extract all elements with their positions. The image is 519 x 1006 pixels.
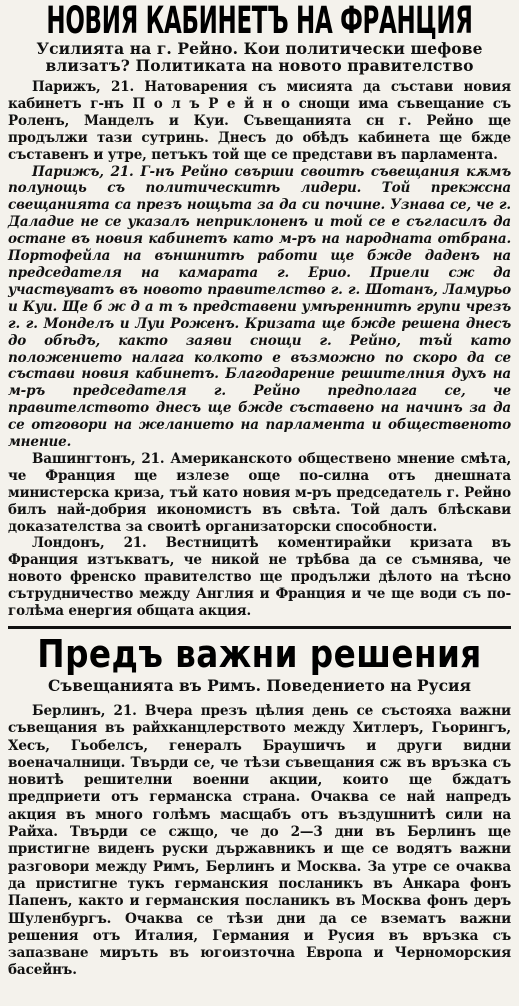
dateline: Вашингтонъ, 21. xyxy=(32,450,165,467)
paragraph-london xyxy=(8,535,511,620)
paragraph-berlin xyxy=(8,703,511,980)
dateline: Парижъ, 21. xyxy=(32,79,134,95)
headline-important-decisions: Предъ важни решения xyxy=(37,632,482,676)
paragraph-text: Вестницитѣ коментирайки кризата въ Франция изтъкватъ, че никой не трѣбва да се съмнява, че новото френско правителство ще продължи дѣлото на тѣсно сътрудничество между Англия и Франция и че ще води съ по-голѣма енергия общата акция. xyxy=(8,535,511,620)
subheadline-france-cabinet: Усилията на г. Рейно. Кои политически шефове влизатъ? Политиката на новото правителство xyxy=(36,39,483,75)
headline-france-cabinet: НОВИЯ КАБИНЕТЪ НА ФРАНЦИЯ xyxy=(46,0,473,42)
paragraph-paris-1 xyxy=(8,79,511,164)
paragraph-text: Г-нъ Рейно свърши своитѣ съвещания кѫмъ полунощь съ политическитѣ лидери. Той прекжсна свещанията са презъ нощьта за да си почине. Узнава се, че г. Даладие не се указалъ неприклоненъ и той се е съгласилъ да остане въ новия кабинетъ като м-ръ на народната отбрана. Портофейла на външнитѣ работи ще бжде даденъ на председателя на камарата г. Ерио. Приели сж да участвуватъ въ новото правителство г. г. Шотанъ, Ламурьо и Куи. Ще б ж д а т ъ представени умѣреннитѣ групи чрезъ г. г. Монделъ и Луи Роженъ. Кризата ще бжде решена днесъ до обѣдъ, както заяви снощи г. Рейно, тъй като положението налага колкото е възможно по скоро да се състави новия кабинетъ. Благодарение решителния духъ на м-ръ председателя г. Рейно предполага се, че правителството днесъ ще бжде съставено на начинъ за да се отговори на желанието на парламента и общественото мнение. xyxy=(8,163,511,451)
paragraph-paris-2 xyxy=(8,164,511,451)
paragraph-text: Американското обществено мнение смѣта, че Франция ще излезе още по-силна отъ днешната министерска криза, тъй като новия м-ръ председатель г. Рейно билъ най-добрия икономистъ въ свѣта. Той далъ блѣскави доказателства за своитѣ организаторски способности. xyxy=(8,450,512,535)
paragraph-washington xyxy=(8,451,511,536)
dateline: Лондонъ, 21. xyxy=(32,535,147,552)
dateline: Берлинъ, 21. xyxy=(32,703,137,719)
article-important-decisions xyxy=(8,634,511,980)
paragraph-text: Вчера презъ цѣлия день се състояха важни съвещания въ райхканцлерството между Хитлеръ, Гьорингъ, Хесъ, Гьобелсъ, генералъ Браушичъ и други видни военачалници. Твърди се, че тѣзи съвещания сж въ връзка съ новитѣ решителни военни акции, които ще бждатъ предприети отъ германска страна. Очаква се най напредъ акция въ много голѣмъ масщабъ отъ въздушнитѣ сили на Райха. Твърди се сжщо, че до 2—3 дни въ Берлинъ ще пристигне виденъ руски държавникъ и ще се водятъ важни разговори между Римъ, Берлинъ и Москва. За утре се очаква да пристигне тукъ германския посланикъ въ Анкара фонъ Папенъ, както и германския посланикъ въ Москва фонъ деръ Шуленбургъ. Очаква се тѣзи дни да се взематъ важни решения отъ Италия, Германия и Русия въ връзка съ запазване миръть въ югоизточна Европа и Черноморския басейнъ. xyxy=(8,703,511,979)
article-france-cabinet xyxy=(8,2,511,620)
paragraph-text: Натоварения съ мисията да състави новия кабинетъ г-нъ П о л ъ Р е й н о снощи има съвещание съ Роленъ, Манделъ и Куи. Съвещанията сн г. Рейно ще продължи тази сутринь. Днесъ до обѣдъ кабинета ще бжде съставенъ и утре, петъкъ той ще се представи въ парламента. xyxy=(8,79,511,163)
subheadline-important-decisions: Съвещанията въ Римъ. Поведението на Русия xyxy=(48,676,471,695)
dateline: Парижъ, 21. xyxy=(32,163,134,180)
article-divider xyxy=(8,626,511,629)
